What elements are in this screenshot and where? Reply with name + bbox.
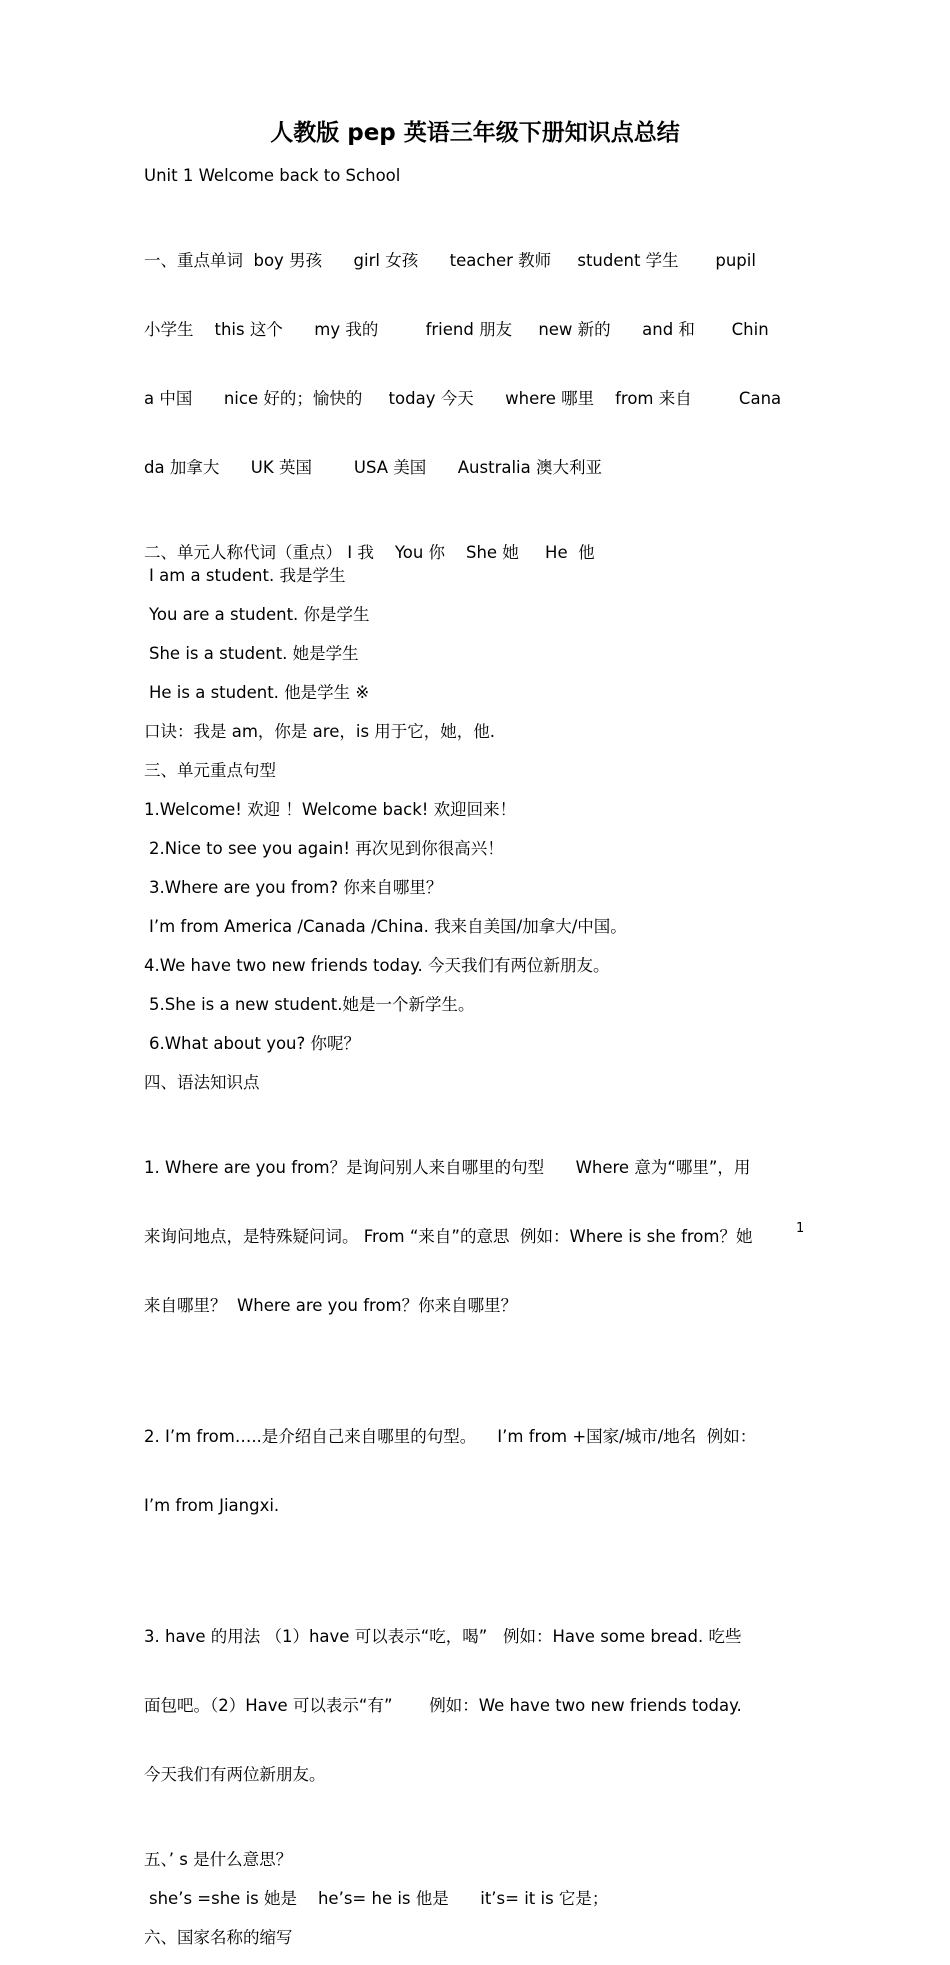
pronoun-sentence: I am a student. 我是学生: [149, 566, 346, 585]
grammar-line: 1. Where are you from？是询问别人来自哪里的句型 Where 意为“哪里”，用: [144, 1158, 751, 1177]
key-words-line: a 中国 nice 好的；愉快的 today 今天 where 哪里 from 来自 Cana: [144, 389, 782, 408]
country-abbrev-heading: 六、国家名称的缩写: [144, 1928, 293, 1947]
grammar-line: 今天我们有两位新朋友。: [144, 1765, 326, 1784]
grammar-line: 来自哪里？ Where are you from？你来自哪里？: [144, 1296, 518, 1315]
key-sentence: 3.Where are you from? 你来自哪里？: [149, 878, 443, 897]
grammar-line: 2. I’m from…..是介绍自己来自哪里的句型。 I’m from +国家/城市/地名 例如：: [144, 1427, 757, 1446]
key-sentence: 4.We have two new friends today. 今天我们有两位新朋友。: [144, 956, 610, 975]
grammar-line: 3. have 的用法 （1）have 可以表示“吃，喝” 例如：Have some bread. 吃些: [144, 1627, 742, 1646]
key-sentences-heading: 三、单元重点句型: [144, 761, 276, 780]
key-words-line: 一、重点单词 boy 男孩 girl 女孩 teacher 教师 student 学生 pupil: [144, 251, 756, 270]
unit-heading: Unit 1 Welcome back to School: [144, 166, 401, 185]
key-sentence: 2.Nice to see you again! 再次见到你很高兴！: [149, 839, 504, 858]
key-sentence: 1.Welcome! 欢迎 ！Welcome back! 欢迎回来！: [144, 800, 517, 819]
key-words-paragraph: [144, 203, 808, 525]
pronoun-sentence: You are a student. 你是学生: [149, 605, 370, 624]
key-sentence: I’m from America /Canada /China. 我来自美国/加拿大/中国。: [149, 917, 627, 936]
document-body: [144, 164, 808, 1965]
key-words-line: 小学生 this 这个 my 我的 friend 朋友 new 新的 and 和 Chin: [144, 320, 769, 339]
grammar-point-2: [144, 1379, 808, 1563]
grammar-point-1: [144, 1110, 808, 1363]
grammar-point-3: [144, 1579, 808, 1832]
grammar-line: 来询问地点，是特殊疑问词。 From “来自”的意思 例如：Where is she from？她: [144, 1227, 753, 1246]
key-sentence: 5.She is a new student.她是一个新学生。: [149, 995, 475, 1014]
rhyme-line: 口诀：我是 am，你是 are，is 用于它，她，他.: [144, 722, 496, 741]
pronoun-sentence: He is a student. 他是学生 ※: [149, 683, 370, 702]
key-words-line: da 加拿大 UK 英国 USA 美国 Australia 澳大利亚: [144, 458, 602, 477]
grammar-line: 面包吧。（2）Have 可以表示“有” 例如：We have two new friends today.: [144, 1696, 742, 1715]
grammar-heading: 四、语法知识点: [144, 1073, 260, 1092]
pronouns-heading: 二、单元人称代词（重点） I 我 You 你 She 她 He 他: [144, 543, 595, 562]
key-sentence: 6.What about you? 你呢？: [149, 1034, 361, 1053]
grammar-line: I’m from Jiangxi.: [144, 1496, 280, 1515]
contraction-heading: 五、’ s 是什么意思？: [144, 1850, 293, 1869]
pronoun-sentence: She is a student. 她是学生: [149, 644, 359, 663]
page-number: 1: [796, 1221, 805, 1236]
document-title: 人教版 pep 英语三年级下册知识点总结: [270, 120, 680, 146]
contraction-line: she’s =she is 她是 he’s= he is 他是 it’s= it is 它是；: [149, 1889, 609, 1908]
